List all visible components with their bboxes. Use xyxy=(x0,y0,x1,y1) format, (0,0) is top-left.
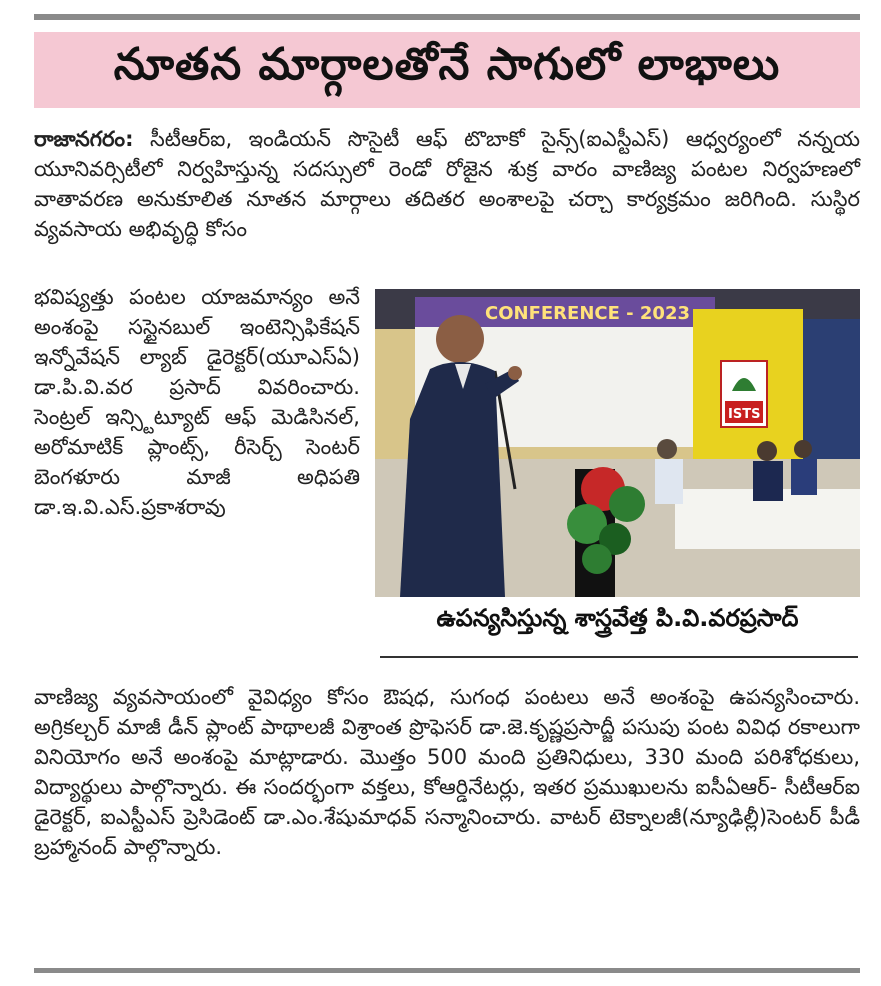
banner-text: CONFERENCE - 2023 xyxy=(485,303,690,324)
dateline: రాజానగరం: xyxy=(34,127,134,151)
caption-underline xyxy=(380,656,858,658)
article-headline: నూతన మార్గాలతోనే సాగులో లాభాలు xyxy=(113,39,781,90)
bottom-paragraph: వాణిజ్య వ్యవసాయంలో వైవిధ్యం కోసం ఔషధ, సుగంధ పంటలు అనే అంశంపై ఉపన్యసించారు. అగ్రికల్చర్ మాజీ డీన్ ప్లాంట్ పాథాలజీ విశ్రాంత ప్రొఫెసర్ డా.జె.కృష్ణప్రసాద్జీ పసుపు పంట వివిధ రకాలుగా వినియోగం అనే అంశంపై మాట్లాడారు. మొత్తం 500 మంది ప్రతినిధులు, 330 మంది పరిశోధకులు, విద్యార్థులు పాల్గొన్నారు. ఈ సందర్భంగా వక్తలు, కోఆర్డినేటర్లు, ఇతర ప్రముఖులను ఐసీఏఆర్- సీటీఆర్ఐ డైరెక్టర్, ఐఎస్టీఎస్ ప్రెసిడెంట్ డా.ఎం.శేషుమాధవ్ సన్మానించారు. వాటర్ టెక్నాలజీ(న్యూఢిల్లీ)సెంటర్ పీడీ బ్రహ్మానంద్ పాల్గొన్నారు. xyxy=(34,685,860,859)
intro-text: సీటీఆర్ఐ, ఇండియన్ సొసైటీ ఆఫ్ టొబాకో సైన్స్(ఐఎస్టీఎస్) ఆధ్వర్యంలో నన్నయ యూనివర్సిటీలో నిర్వహిస్తున్న సదస్సులో రెండో రోజైన శుక్ర వారం వాణిజ్య పంటల నిర్వహణలో వాతావరణ అనుకూలిత నూతన మార్గాలు తదితర అంశాలపై చర్చా కార్యక్రమం జరిగింది. సుస్థిర వ్యవసాయ అభివృద్ధి కోసం xyxy=(34,127,860,241)
previous-article-fragment xyxy=(34,0,860,10)
intro-paragraph xyxy=(34,124,860,244)
article-photo xyxy=(375,289,860,597)
bottom-divider xyxy=(34,968,860,973)
top-divider xyxy=(34,14,860,20)
headline-banner xyxy=(34,32,860,108)
left-column-text: భవిష్యత్తు పంటల యాజమాన్యం అనే అంశంపై సస్టైనబుల్ ఇంటెన్సిఫికేషన్ ఇన్నోవేషన్ ల్యాబ్ డైరెక్టర్(యూఎస్ఏ) డా.పి.వి.వర ప్రసాద్ వివరించారు. సెంట్రల్ ఇన్స్టిట్యూట్ ఆఫ్ మెడిసినల్, అరోమాటిక్ ప్లాంట్స్, రీసెర్చ్ సెంటర్ బెంగళూరు మాజీ అధిపతి డా.ఇ.వి.ఎస్.ప్రకాశరావు xyxy=(34,285,360,519)
ists-logo-text: ISTS xyxy=(728,407,761,422)
photo-caption: ఉపన్యసిస్తున్న శాస్త్రవేత్త పి.వి.వరప్రసాద్ xyxy=(436,604,799,632)
